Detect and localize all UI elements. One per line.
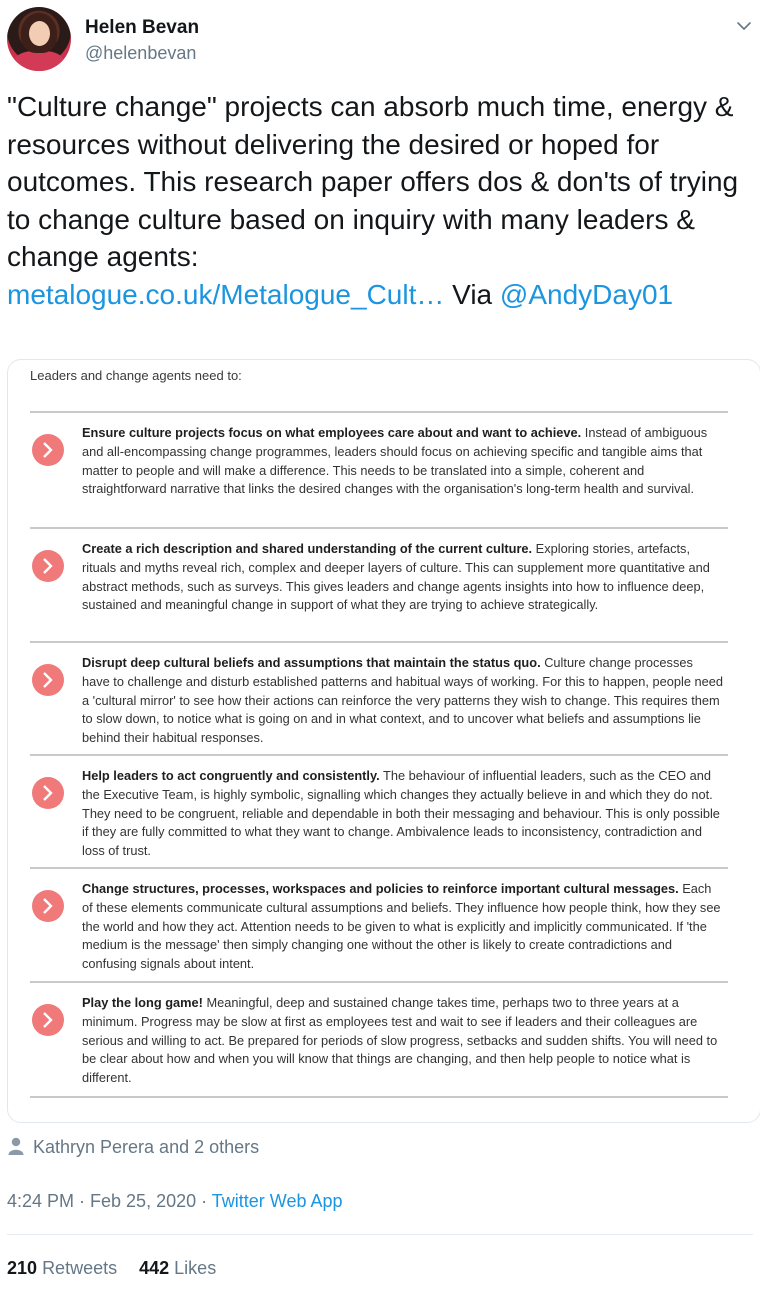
item-heading: Ensure culture projects focus on what employees care about and want to achieve. <box>82 425 582 440</box>
author-name[interactable]: Helen Bevan <box>85 17 200 38</box>
mention-link[interactable]: @AndyDay01 <box>499 278 674 310</box>
chevron-down-icon[interactable] <box>735 17 753 35</box>
retweets-stat[interactable] <box>7 1258 117 1278</box>
tweet-timestamp[interactable]: 4:24 PM · Feb 25, 2020 · <box>7 1191 208 1211</box>
tweet-link[interactable]: metalogue.co.uk/Metalogue_Cult… <box>7 278 445 310</box>
retweets-count: 210 <box>7 1258 38 1278</box>
likes-label: Likes <box>174 1258 217 1278</box>
item-heading: Disrupt deep cultural beliefs and assumptions that maintain the status quo. <box>82 655 541 670</box>
divider <box>30 527 728 529</box>
liked-by[interactable] <box>7 1137 259 1158</box>
liked-by-text: Kathryn Perera and 2 others <box>33 1137 260 1157</box>
item-body: Culture change processes have to challenge and disturb established patterns and habitual ways of working. For this to happen, people need a 'cultural mirror' to see how their actions can reinforce the very patterns they wish to change. This requires them to slow down, to notice what is going on and in what context, and to uncover what beliefs and assumptions lie behind their habitual responses. <box>82 655 723 746</box>
divider <box>7 1234 753 1235</box>
likes-stat[interactable] <box>139 1258 216 1278</box>
item-body: Each of these elements communicate cultural assumptions and beliefs. They influence how people think, how they see the world and how they act. Attention needs to be given to what is explicitly and implicitly communicated. If 'the medium is the message' then simply changing one without the other is likely to create contradictions and confusing signals about intent. <box>82 881 721 972</box>
chevron-right-icon <box>32 550 64 582</box>
avatar[interactable] <box>7 7 71 71</box>
chevron-right-icon <box>32 434 64 466</box>
tweet-header <box>7 7 753 73</box>
divider <box>30 754 728 756</box>
item-body: Exploring stories, artefacts, rituals and myths reveal rich, complex and deeper layers of culture. This can supplement more quantitative and abstract methods, such as surveys. This gives leaders and change agents insights into how to influence deep, sustained and meaningful change in support of what they are trying to achieve strategically. <box>82 541 710 613</box>
tweet-meta <box>7 1191 343 1212</box>
author-handle[interactable]: @helenbevan <box>85 43 197 63</box>
item-body: Instead of ambiguous and all-encompassing change programmes, leaders should focus on achieving specific and tangible aims that matter to people and will make a difference. This needs to be translated into a simple, coherent and straightforward narrative that links the desired changes with the organisation's long-term health and survival. <box>82 425 708 497</box>
divider <box>30 867 728 869</box>
divider <box>30 411 728 413</box>
retweets-label: Retweets <box>42 1258 118 1278</box>
item-heading: Change structures, processes, workspaces and policies to reinforce important cultural messages. <box>82 881 679 896</box>
tweet-body: "Culture change" projects can absorb much time, energy & resources without delivering the desired or hoped for outcomes. This research paper offers dos & don'ts of trying to change culture based on inquiry with many leaders & change agents: <box>7 91 739 272</box>
item-body: Meaningful, deep and sustained change takes time, perhaps two to three years at a minimum. Progress may be slow at first as employees test and wait to see if leaders and their colleagues are serious and willing to act. Be prepared for periods of slow progress, setbacks and sudden shifts. You will need to be clear about how and when you will know that things are changing, and then help people to notice what is different. <box>82 995 718 1086</box>
divider <box>30 1096 728 1098</box>
chevron-right-icon <box>32 890 64 922</box>
item-heading: Play the long game! <box>82 995 203 1010</box>
tweet-text <box>7 88 757 313</box>
divider <box>30 641 728 643</box>
chevron-right-icon <box>32 664 64 696</box>
chevron-right-icon <box>32 1004 64 1036</box>
chevron-right-icon <box>32 777 64 809</box>
item-heading: Help leaders to act congruently and consistently. <box>82 768 380 783</box>
tweet-stats <box>7 1258 216 1279</box>
card-title: Leaders and change agents need to: <box>30 368 242 383</box>
item-body: The behaviour of influential leaders, such as the CEO and the Executive Team, is highly symbolic, signalling which changes they actually believe in and which they do not. They need to be congruent, reliable and dependable in both their messaging and behaviour. This is only possible if they are fully committed to what they want to change. Ambivalence leads to inconsistency, contradiction and loss of trust. <box>82 768 720 859</box>
likes-count: 442 <box>139 1258 170 1278</box>
divider <box>30 981 728 983</box>
via-label: Via <box>452 278 493 310</box>
person-icon <box>7 1137 25 1155</box>
attached-image[interactable] <box>7 359 760 1123</box>
tweet-source[interactable]: Twitter Web App <box>211 1191 343 1211</box>
item-heading: Create a rich description and shared understanding of the current culture. <box>82 541 533 556</box>
